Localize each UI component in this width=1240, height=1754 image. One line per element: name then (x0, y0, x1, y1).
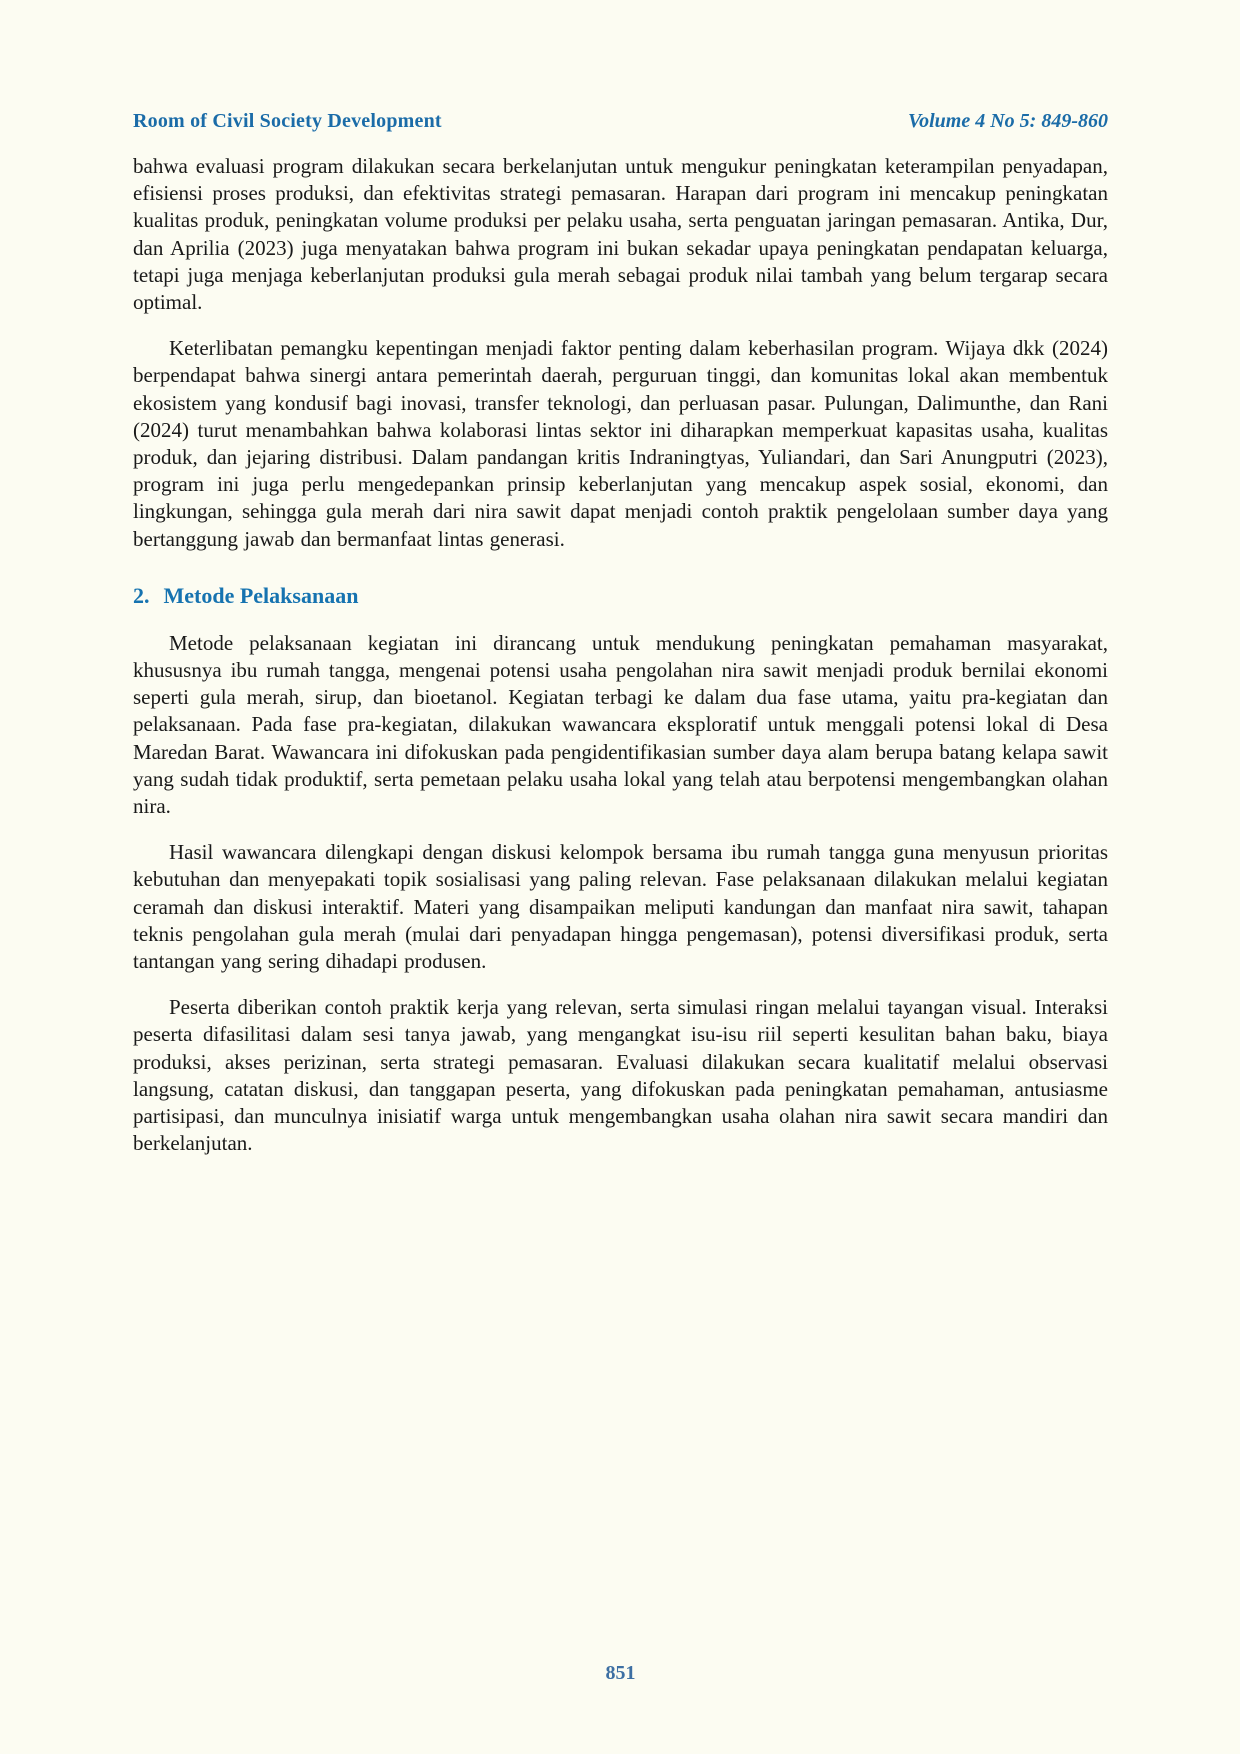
page-number: 851 (605, 1662, 636, 1684)
page-footer (133, 1662, 1108, 1685)
paragraph-method-2: Hasil wawancara dilengkapi dengan diskusi kelompok bersama ibu rumah tangga guna menyusun prioritas kebutuhan dan menyepakati topik sosialisasi yang paling relevan. Fase pelaksanaan dilakukan melalui kegiatan ceramah dan diskusi interaktif. Materi yang disampaikan meliputi kandungan dan manfaat nira sawit, tahapan teknis pengolahan gula merah (mulai dari penyadapan hingga pengemasan), potensi diversifikasi produk, serta tantangan yang sering dihadapi produsen. (133, 840, 1108, 974)
paragraph-continuation-1: bahwa evaluasi program dilakukan secara berkelanjutan untuk mengukur peningkatan keterampilan penyadapan, efisiensi proses produksi, dan efektivitas strategi pemasaran. Harapan dari program ini mencakup peningkatan kualitas produk, peningkatan volume produksi per pelaku usaha, serta penguatan jaringan pemasaran. Antika, Dur, dan Aprilia (2023) juga menyatakan bahwa program ini bukan sekadar upaya peningkatan pendapatan keluarga, tetapi juga menjaga keberlanjutan produksi gula merah sebagai produk nilai tambah yang belum tergarap secara optimal. (133, 154, 1108, 315)
volume-info: Volume 4 No 5: 849-860 (908, 110, 1108, 132)
section-heading (133, 583, 1108, 609)
paragraph-method-3: Peserta diberikan contoh praktik kerja yang relevan, serta simulasi ringan melalui tayangan visual. Interaksi peserta difasilitasi dalam sesi tanya jawab, yang mengangkat isu-isu riil seperti kesulitan bahan baku, biaya produksi, akses perizinan, serta strategi pemasaran. Evaluasi dilakukan secara kualitatif melalui observasi langsung, catatan diskusi, dan tanggapan peserta, yang difokuskan pada peningkatan pemahaman, antusiasme partisipasi, dan munculnya inisiatif warga untuk mengembangkan usaha olahan nira sawit secara mandiri dan berkelanjutan. (133, 995, 1108, 1156)
page-content (133, 0, 1108, 1177)
section-number: 2. (133, 582, 150, 608)
paragraph-continuation-2: Keterlibatan pemangku kepentingan menjadi faktor penting dalam keberhasilan program. Wijaya dkk (2024) berpendapat bahwa sinergi antara pemerintah daerah, perguruan tinggi, dan komunitas lokal akan membentuk ekosistem yang kondusif bagi inovasi, transfer teknologi, dan perluasan pasar. Pulungan, Dalimunthe, dan Rani (2024) turut menambahkan bahwa kolaborasi lintas sektor ini diharapkan memperkuat kapasitas usaha, kualitas produk, dan jejaring distribusi. Dalam pandangan kritis Indraningtyas, Yuliandari, dan Sari Anungputri (2023), program ini juga perlu mengedepankan prinsip keberlanjutan yang mencakup aspek sosial, ekonomi, dan lingkungan, sehingga gula merah dari nira sawit dapat menjadi contoh praktik pengelolaan sumber daya yang bertanggung jawab dan bermanfaat lintas generasi. (133, 336, 1108, 551)
journal-title: Room of Civil Society Development (133, 110, 442, 132)
paragraph-method-1: Metode pelaksanaan kegiatan ini dirancang untuk mendukung peningkatan pemahaman masyarakat, khususnya ibu rumah tangga, mengenai potensi usaha pengolahan nira sawit menjadi produk bernilai ekonomi seperti gula merah, sirup, dan bioetanol. Kegiatan terbagi ke dalam dua fase utama, yaitu pra-kegiatan dan pelaksanaan. Pada fase pra-kegiatan, dilakukan wawancara eksploratif untuk menggali potensi lokal di Desa Maredan Barat. Wawancara ini difokuskan pada pengidentifikasian sumber daya alam berupa batang kelapa sawit yang sudah tidak produktif, serta pemetaan pelaku usaha lokal yang telah atau berpotensi mengembangkan olahan nira. (133, 630, 1108, 819)
page-body (133, 153, 1108, 1158)
section-title: Metode Pelaksanaan (163, 582, 359, 608)
page-header (133, 0, 1108, 133)
